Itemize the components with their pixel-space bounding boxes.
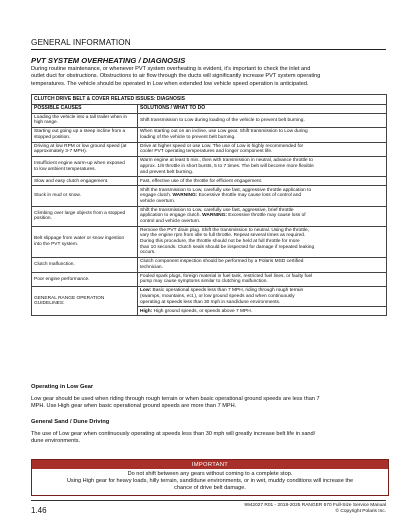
cause-line: into the PVT system. [34, 241, 79, 247]
solution-line: Shift transmission to Low during loading of the vehicle to prevent belt burning. [140, 117, 305, 123]
cause-line: Poor engine performance. [34, 276, 90, 282]
low-gear-heading: Operating in Low Gear [31, 384, 94, 390]
solution-line: Fouled spark plugs, foreign material in fuel tank, restricted fuel lines, or faulty fuel [140, 273, 313, 279]
table-caption-row [32, 95, 387, 105]
table-row [32, 258, 387, 273]
paragraph-line: dune environments. [31, 438, 81, 445]
solution-line [140, 309, 384, 315]
solution-line: than 10 seconds. Clutch seals should be inspected for damage if repeated leaking [140, 244, 315, 250]
solution-text: application to engage clutch. [140, 213, 203, 219]
table-row [32, 287, 387, 307]
page-title: PVT SYSTEM OVERHEATING / DIAGNOSIS [31, 56, 186, 65]
notice-line: chance of drive belt damage. [174, 485, 246, 492]
sand-paragraph [31, 431, 387, 446]
cause-cell [32, 186, 138, 206]
cause-line: high range. [34, 120, 59, 126]
solution-text: Basic operational speeds less than 7 MPH, riding through rough terrain [151, 288, 304, 294]
solution-line: When starting out on an incline, use Low gear. Shift transmission to Low during [140, 129, 308, 135]
cause-cell [32, 157, 138, 177]
solution-cell [138, 258, 387, 273]
range-high-label: High: [140, 308, 153, 314]
solutions-column-header: SOLUTIONS / WHAT TO DO [138, 104, 387, 113]
solution-line: (swamps, mountains, ect.), or low ground speeds and when continuously [140, 293, 295, 299]
range-low-cell [138, 287, 387, 307]
solution-cell [138, 142, 387, 157]
cause-cell [32, 142, 138, 157]
table-row [32, 128, 387, 143]
cause-cell [32, 177, 138, 186]
solution-line: Fast, effective use of the throttle for efficient engagement. [140, 178, 263, 184]
solution-line: Drive at higher speed or use Low. The use of Low is highly recommended for [140, 143, 304, 149]
solution-line: Shift the transmission to Low, carefully use fast, aggressive throttle application to [140, 187, 312, 193]
solution-line: During this procedure, the throttle should not be held at full throttle for more [140, 239, 300, 245]
footer-rule [31, 500, 386, 501]
solution-line: occurs. [140, 250, 156, 256]
solution-text: High ground speeds, or speeds above 7 MPH. [152, 308, 252, 314]
cause-line: GENERAL RANGE OPERATION [34, 295, 105, 301]
solution-cell [138, 226, 387, 257]
intro-paragraph [31, 66, 387, 88]
solution-text: engage clutch. [140, 193, 173, 199]
range-low-label: Low: [140, 288, 152, 294]
cause-line: Stuck in mud or snow. [34, 193, 81, 199]
cause-line: stopped position. [34, 134, 71, 140]
range-guidelines-cell [32, 287, 138, 316]
cause-cell [32, 226, 138, 257]
solution-cell [138, 206, 387, 226]
cause-line: Insufficient engine warm-up when exposed [34, 161, 125, 167]
solution-line: Clutch component inspection should be performed by a Polaris MSD certified [140, 259, 304, 265]
table-row [32, 142, 387, 157]
solution-line: control and vehicle overturn. [140, 218, 201, 224]
cause-cell [32, 258, 138, 273]
warning-label: WARNING: [202, 213, 227, 219]
solution-line: technician. [140, 264, 163, 270]
paragraph-line: Low gear should be used when riding through rough terrain or when basic operational ground speeds are less than 7 [31, 396, 320, 402]
manual-info [244, 503, 386, 515]
paragraph-line: The use of Low gear when continuously operating at speeds less than 30 mph will greatly increase belt life in sand/ [31, 431, 316, 437]
solution-cell [138, 128, 387, 143]
section-header: GENERAL INFORMATION [31, 38, 131, 47]
table-row [32, 113, 387, 128]
solution-line: and prevent belt burning. [140, 169, 194, 175]
solution-cell [138, 186, 387, 206]
table-caption: CLUTCH DRIVE BELT & COVER RELATED ISSUES: DIAGNOSIS [32, 95, 387, 105]
solution-cell [138, 157, 387, 177]
solution-line: loading of the vehicle to prevent belt burning. [140, 134, 236, 140]
diagnosis-table [31, 94, 387, 316]
cause-cell [32, 113, 138, 128]
important-notice [31, 459, 389, 496]
table-row [32, 157, 387, 177]
solution-line: Remove the PVT drain plug. Shift the transmission to neutral. Using the throttle, [140, 227, 309, 233]
cause-line: to low ambient temperatures. [34, 166, 96, 172]
cause-line: Driving at low RPM or low ground speed (at [34, 143, 127, 149]
cause-line: Loading the vehicle into a tall trailer when in [34, 114, 128, 120]
copyright: © Copyright Polaris Inc. [335, 508, 386, 514]
warning-label: WARNING: [172, 193, 198, 199]
table-row [32, 177, 387, 186]
solution-cell [138, 272, 387, 287]
cause-cell [32, 272, 138, 287]
intro-line: During routine maintenance, or whenever PVT system overheating is evident, it’s important to check the inlet and [31, 66, 311, 72]
cause-line: GUIDELINES: [34, 301, 65, 307]
cause-line: Starting out going up a steep incline from a [34, 129, 126, 135]
range-high-cell [138, 307, 387, 316]
table-row [32, 226, 387, 257]
solution-line: Warm engine at least 5 min., then with transmission in neutral, advance throttle to [140, 158, 313, 164]
solution-cell [138, 113, 387, 128]
manual-title: 9942027 R01 - 2018-2025 RANGER 570 Full-Size Service Manual [244, 503, 386, 508]
important-label: IMPORTANT [32, 460, 388, 469]
causes-column-header: POSSIBLE CAUSES [32, 104, 138, 113]
cause-line: Belt slippage from water or snow ingestion [34, 236, 125, 242]
solution-line: operating at speeds less than 30 mph in sand/dune environments. [140, 299, 281, 305]
warning-text: Excessive throttle may cause loss of control and [197, 193, 302, 199]
solution-line: cooler PVT operating temperatures and longer component life. [140, 149, 273, 155]
table-row [32, 272, 387, 287]
cause-line: Slow and easy clutch engagement. [34, 178, 109, 184]
intro-line: temperatures. The vehicle should be operated in Low when extended low vehicle speed operation is anticipated. [31, 80, 309, 87]
cause-cell [32, 206, 138, 226]
cause-cell [32, 128, 138, 143]
notice-line: Using High gear for heavy loads, hilly terrain, sand/dune environments, or in wet, muddy conditions will increase the [66, 478, 354, 485]
warning-text: Excessive throttle may cause loss of [226, 213, 306, 219]
cause-line: position. [34, 216, 52, 222]
sand-heading: General Sand / Dune Driving [31, 419, 110, 425]
notice-line: Do not shift between any gears without coming to a complete stop. [127, 471, 293, 477]
solution-line: pump may cause symptoms similar to clutching malfunction. [140, 279, 268, 285]
table-header-row [32, 104, 387, 113]
solution-line: approx. 1/8 throttle in short bursts, 5 to 7 times. The belt will become more flexible [140, 164, 314, 170]
cause-line: Climbing over large objects from a stopped [34, 210, 126, 216]
solution-line: vehicle overturn. [140, 198, 176, 204]
paragraph-line: MPH. Use High gear when basic operational ground speeds are more than 7 MPH. [31, 403, 237, 410]
notice-body [32, 469, 388, 495]
page-number: 1.46 [31, 506, 47, 515]
low-gear-paragraph [31, 396, 387, 411]
table-row [32, 206, 387, 226]
cause-line: approximately 3-7 MPH). [34, 149, 88, 155]
cause-line: Clutch malfunction. [34, 262, 75, 268]
solution-line: Shift the transmission to Low, carefully use fast, aggressive, brief throttle [140, 207, 294, 213]
solution-line: vary the engine rpm from idle to full throttle. Repeat several times as required. [140, 233, 306, 239]
solution-cell [138, 177, 387, 186]
intro-line: outlet duct for obstructions. Obstructions to air flow through the ducts will significantly increase PVT system operating [31, 73, 321, 80]
header-rule [31, 49, 386, 50]
table-row [32, 186, 387, 206]
